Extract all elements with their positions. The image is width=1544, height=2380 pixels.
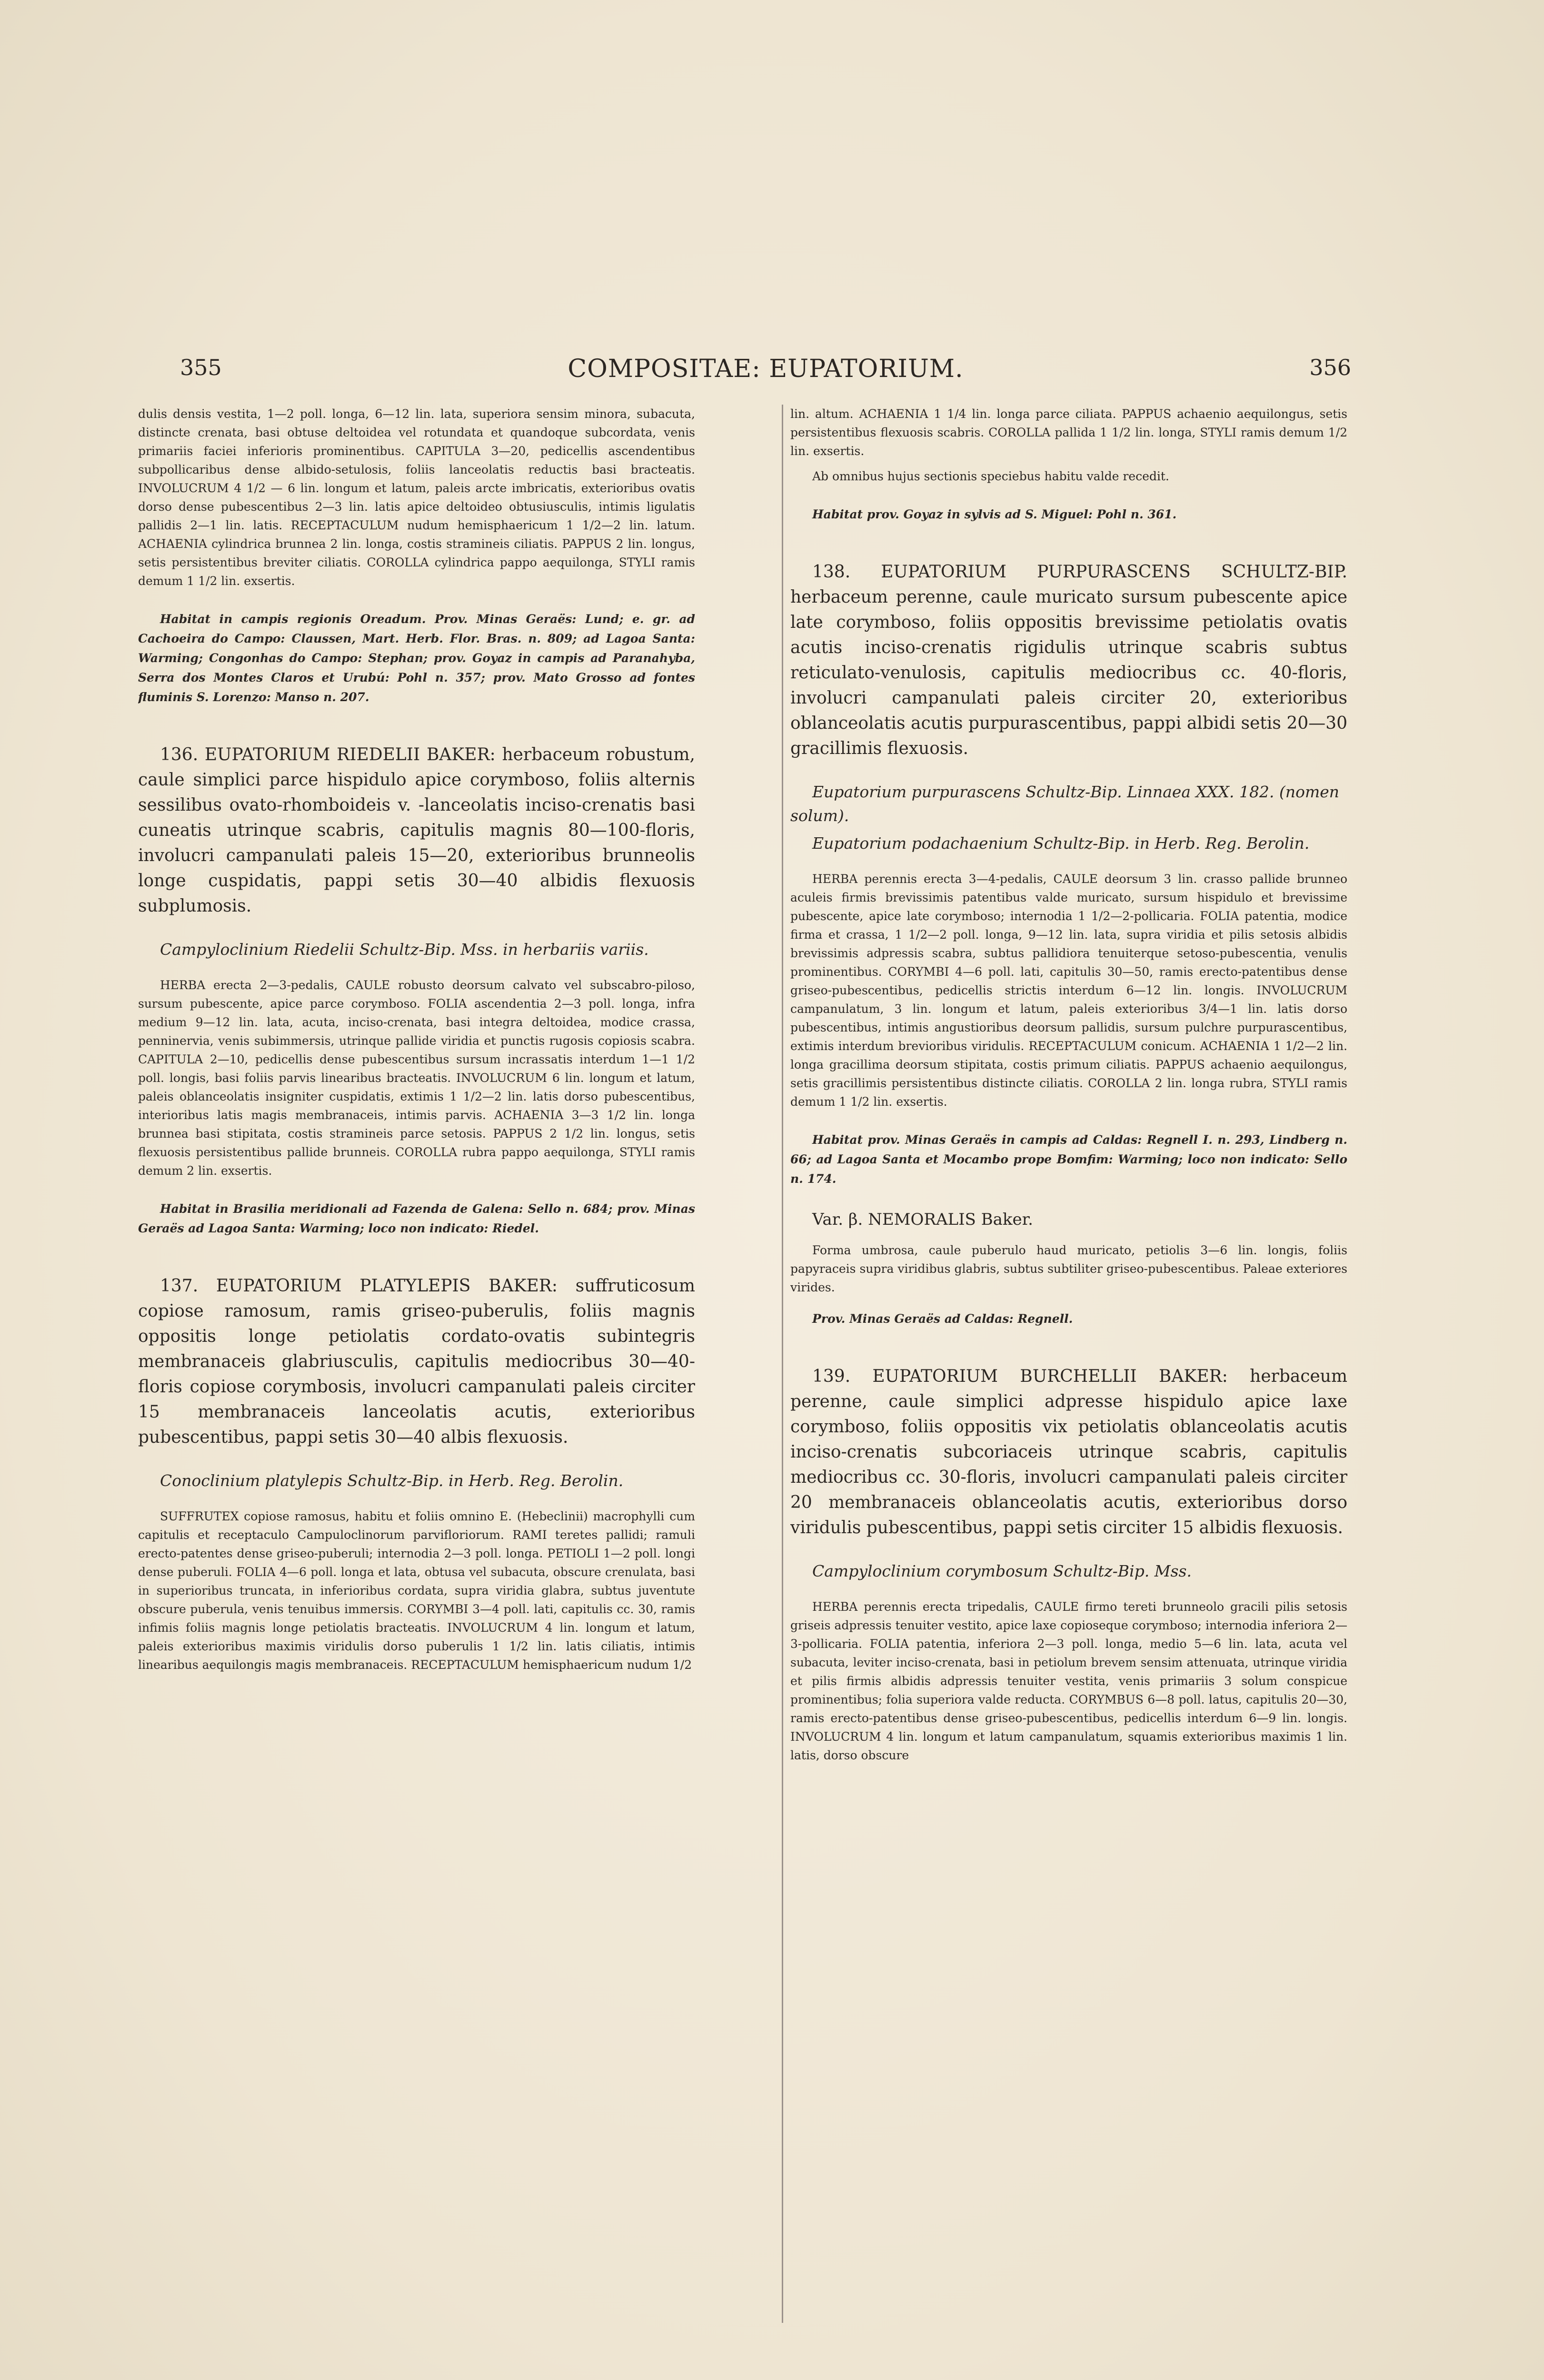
page-number-right: 356 <box>1309 355 1351 380</box>
note-paragraph: Ab omnibus hujus sectionis speciebus habitu valde recedit. <box>812 469 1169 483</box>
species-137-diagnosis: 137. EUPATORIUM PLATYLEPIS BAKER: suffruticosum copiose ramosum, ramis griseo-puberulis, foliis magnis oppositis longe petiolatis cordato-ovatis subintegris membranaceis glabriusculis, capitulis mediocribus 30—40-floris copiose corymbosis, involucri campanulati paleis circiter 15 membranaceis lanceolatis acutis, exterioribus pubescentibus, pappi setis 30—40 albis flexuosis. <box>138 1276 695 1447</box>
species-136-synonym: Campyloclinium Riedelii Schultz-Bip. Mss. in herbariis variis. <box>160 940 649 959</box>
species-136-habitat: Habitat in Brasilia meridionali ad Fazenda de Galena: Sello n. 684; prov. Minas Geraës ad Lagoa Santa: Warming; loco non indicato: Riedel. <box>138 1202 695 1235</box>
species-137-synonym: Conoclinium platylepis Schultz-Bip. in Herb. Reg. Berolin. <box>160 1471 624 1490</box>
species-139-diagnosis: 139. EUPATORIUM BURCHELLII BAKER: herbaceum perenne, caule simplici adpresse hispidulo apice laxe corymboso, foliis oppositis vix petiolatis oblanceolatis acutis inciso-crenatis subcoriaceis utrinque scabris, capitulis mediocribus cc. 30-floris, involucri campanulati paleis circiter 20 membranaceis oblanceolatis acutis, exterioribus dorso viridulis pubescentibus, pappi setis circiter 15 albidis flexuosis. <box>790 1367 1347 1537</box>
habitat-paragraph: Habitat in campis regionis Oreadum. Prov. Minas Geraës: Lund; e. gr. ad Cachoeira do Campo: Claussen, Mart. Herb. Flor. Bras. n. 809; ad Lagoa Santa: Warming; Congonhas do Campo: Stephan; prov. Goyaz in campis ad Paranahyba, Serra dos Montes Claros et Urubú: Pohl n. 357; prov. Mato Grosso ad fontes fluminis S. Lorenzo: Manso n. 207. <box>138 612 695 704</box>
species-139-description: HERBA perennis erecta tripedalis, CAULE firmo tereti brunneolo gracili pilis setosis griseis adpressis tenuiter vestito, apice laxe copioseque corymboso; internodia inferiora 2—3-pollicaria. FOLIA patentia, inferiora 2—3 poll. longa, medio 5—6 lin. lata, acuta vel subacuta, leviter inciso-crenata, basi in petiolum brevem sensim attenuata, utrinque viridia et pilis firmis albidis adpressis tenuiter vestita, venis primariis 3 solum conspicue prominentibus; folia superiora valde reducta. CORYMBUS 6—8 poll. latus, capitulis 20—30, ramis erecto-patentibus dense griseo-pubescentibus, pedicellis interdum 6—9 lin. longis. INVOLUCRUM 4 lin. longum et latum campanulatum, squamis exterioribus maximis 1 lin. latis, dorso obscure <box>790 1600 1347 1762</box>
variety-habitat: Prov. Minas Geraës ad Caldas: Regnell. <box>812 1312 1073 1326</box>
page-header <box>180 355 1351 397</box>
species-137-description: SUFFRUTEX copiose ramosus, habitu et foliis omnino E. (Hebeclinii) macrophylli cum capitulis et receptaculo Campuloclinorum parvifloriorum. RAMI teretes pallidi; ramuli erecto-patentes dense griseo-puberuli; internodia 2—3 poll. longa. PETIOLI 1—2 poll. longi dense puberuli. FOLIA 4—6 poll. longa et lata, obtusa vel subacuta, obscure crenulata, basi in superioribus truncata, in inferioribus cordata, supra viridia glabra, subtus juventute obscure puberula, venis tenuibus immersis. CORYMBI 3—4 poll. lati, capitulis cc. 30, ramis infimis foliis magnis longe petiolatis bracteatis. INVOLUCRUM 4 lin. longum et latum, paleis exterioribus maximis viridulis dorso puberulis 1 1/2 lin. latis ciliatis, intimis linearibus aequilongis magis membranaceis. RECEPTACULUM hemisphaericum nudum 1/2 <box>138 1509 695 1672</box>
page-number-left: 355 <box>180 355 222 380</box>
right-column <box>790 405 1347 2323</box>
variety-heading: Var. β. NEMORALIS Baker. <box>812 1210 1033 1229</box>
species-136-diagnosis: 136. EUPATORIUM RIEDELII BAKER: herbaceum robustum, caule simplici parce hispidulo apice corymboso, foliis alternis sessilibus ovato-rhomboideis v. -lanceolatis inciso-crenatis basi cuneatis utrinque scabris, capitulis magnis 80—100-floris, involucri campanulati paleis 15—20, exterioribus brunneolis longe cuspidatis, pappi setis 30—40 albidis flexuosis subplumosis. <box>138 745 695 916</box>
species-139-synonym: Campyloclinium corymbosum Schultz-Bip. Mss. <box>812 1562 1192 1580</box>
continued-description: dulis densis vestita, 1—2 poll. longa, 6—12 lin. lata, superiora sensim minora, subacuta, distincte crenata, basi obtuse deltoidea vel rotundata et quandoque subcordata, venis primariis faciei inferioris prominentibus. CAPITULA 3—20, pedicellis ascendentibus subpollicaribus dense albido-setulosis, foliis lanceolatis reductis basi bracteatis. INVOLUCRUM 4 1/2 — 6 lin. longum et latum, paleis arcte imbricatis, exterioribus ovatis dorso dense pubescentibus 2—3 lin. latis apice deltoideo obtusiusculis, intimis ligulatis pallidis 2—1 lin. latis. RECEPTACULUM nudum hemisphaericum 1 1/2—2 lin. latum. ACHAENIA cylindrica brunnea 2 lin. longa, costis stramineis ciliatis. PAPPUS 2 lin. longus, setis persistentibus breviter ciliatis. COROLLA cylindrica pappo aequilonga, STYLI ramis demum 1 1/2 lin. exsertis. <box>138 407 695 588</box>
habitat-paragraph: Habitat prov. Goyaz in sylvis ad S. Miguel: Pohl n. 361. <box>812 507 1177 521</box>
species-138-diagnosis: 138. EUPATORIUM PURPURASCENS SCHULTZ-BIP. herbaceum perenne, caule muricato sursum pubescente apice late corymboso, foliis oppositis brevissime petiolatis ovatis acutis inciso-crenatis rigidulis utrinque scabris subtus reticulato-venulosis, capitulis mediocribus cc. 40-floris, involucri campanulati paleis circiter 20, exterioribus oblanceolatis acutis purpurascentibus, pappi albidi setis 20—30 gracillimis flexuosis. <box>790 562 1347 758</box>
continued-description: lin. altum. ACHAENIA 1 1/4 lin. longa parce ciliata. PAPPUS achaenio aequilongus, setis persistentibus flexuosis scabris. COROLLA pallida 1 1/2 lin. longa, STYLI ramis demum 1/2 lin. exsertis. <box>790 407 1347 458</box>
species-136-description: HERBA erecta 2—3-pedalis, CAULE robusto deorsum calvato vel subscabro-piloso, sursum pubescente, apice parce corymboso. FOLIA ascendentia 2—3 poll. longa, infra medium 9—12 lin. lata, acuta, inciso-crenata, basi integra deltoidea, modice crassa, penninervia, venis subimmersis, utrinque pallide viridia et punctis rugosis copiosis scabra. CAPITULA 2—10, pedicellis dense pubescentibus sursum incrassatis interdum 1—1 1/2 poll. longis, basi foliis parvis linearibus bracteatis. INVOLUCRUM 6 lin. longum et latum, paleis oblanceolatis insigniter cuspidatis, extimis 1 1/2—2 lin. latis dorso pubescentibus, interioribus latis magis membranaceis, intimis parvis. ACHAENIA 3—3 1/2 lin. longa brunnea basi stipitata, costis stramineis parce setosis. PAPPUS 2 1/2 lin. longus, setis flexuosis persistentibus pallide brunneis. COROLLA rubra pappo aequilonga, STYLI ramis demum 2 lin. exsertis. <box>138 978 695 1178</box>
variety-description: Forma umbrosa, caule puberulo haud muricato, petiolis 3—6 lin. longis, foliis papyraceis supra viridibus glabris, subtus subtiliter griseo-pubescentibus. Paleae exteriores virides. <box>790 1243 1347 1294</box>
species-138-synonym-1: Eupatorium purpurascens Schultz-Bip. Linnaea XXX. 182. (nomen solum). <box>790 783 1339 825</box>
running-title: COMPOSITAE: EUPATORIUM. <box>568 355 964 383</box>
column-divider <box>782 405 783 2323</box>
species-138-habitat: Habitat prov. Minas Geraës in campis ad Caldas: Regnell I. n. 293, Lindberg n. 66; ad Lagoa Santa et Mocambo prope Bomfim: Warming; loco non indicato: Sello n. 174. <box>790 1133 1347 1186</box>
species-138-synonym-2: Eupatorium podachaenium Schultz-Bip. in Herb. Reg. Berolin. <box>812 834 1310 853</box>
left-column <box>138 405 695 2323</box>
species-138-description: HERBA perennis erecta 3—4-pedalis, CAULE deorsum 3 lin. crasso pallide brunneo aculeis firmis brevissimis patentibus valde muricato, sursum hispidulo et brevissime pubescente, apice late corymboso; internodia 1 1/2—2-pollicaria. FOLIA patentia, modice firma et crassa, 1 1/2—2 poll. longa, 9—12 lin. lata, supra viridia et pilis setosis albidis brevissimis adpressis scabra, subtus pallidiora tenuiterque setoso-pubescentia, venulis prominentibus. CORYMBI 4—6 poll. lati, capitulis 30—50, ramis erecto-patentibus dense griseo-pubescentibus, pedicellis strictis interdum 6—12 lin. longis. INVOLUCRUM campanulatum, 3 lin. longum et latum, paleis exterioribus 3/4—1 lin. latis dorso pubescentibus, intimis angustioribus deorsum pallidis, sursum pulchre purpurascentibus, extimis interdum brevioribus viridulis. RECEPTACULUM conicum. ACHAENIA 1 1/2—2 lin. longa gracillima deorsum stipitata, costis primum ciliatis. PAPPUS achaenio aequilongus, setis gracillimis persistentibus distincte ciliatis. COROLLA 2 lin. longa rubra, STYLI ramis demum 1 1/2 lin. exsertis. <box>790 872 1347 1109</box>
